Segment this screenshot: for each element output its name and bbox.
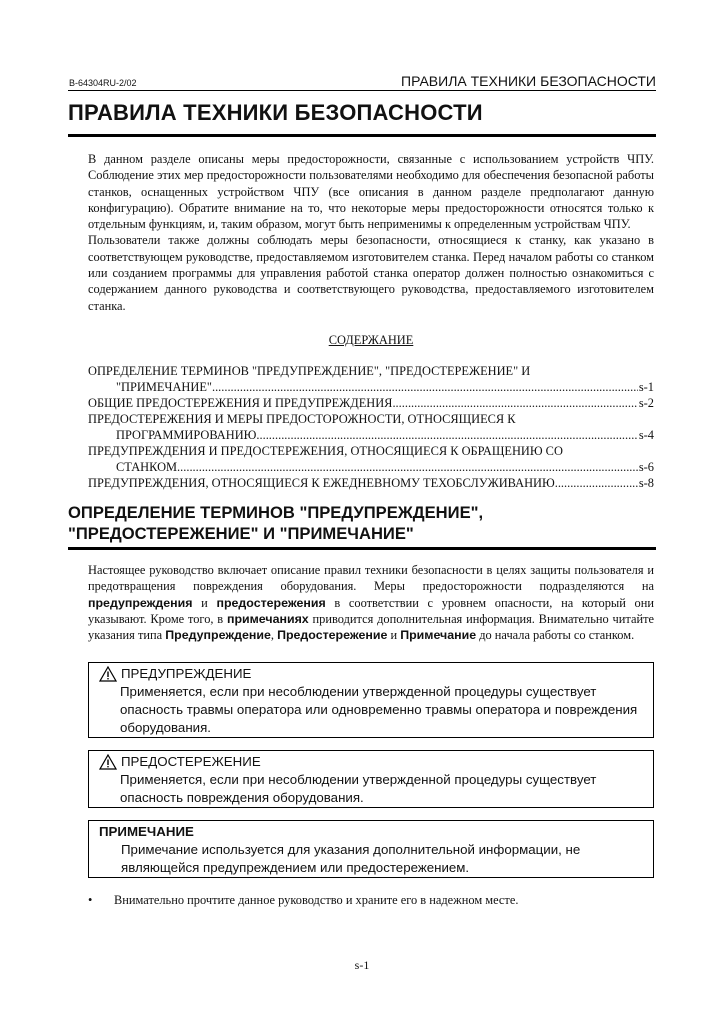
warning-box — [88, 662, 654, 738]
term-caution: предостережения — [216, 595, 326, 610]
table-of-contents — [88, 363, 654, 491]
section-paragraph: Настоящее руководство включает описание правил техники безопасности в целях защиты пользователя и предотвращения повреждения оборудования. Меры предосторожности подразделяются на предупреждения и предостережения в соответствии с уровнем опасности, на который они указывают. Кроме того, в примечаниях приводится дополнительная информация. Внимательно читайте указания типа Предупреждение, Предостережение и Примечание до начала работы со станком. — [88, 563, 655, 643]
warning-text: Применяется, если при несоблюдении утвержденной процедуры существует опасность травмы оператора или одновременно травмы оператора и повреждения оборудования. — [120, 684, 638, 735]
term-warning: предупреждения — [88, 595, 193, 610]
doc-code: B-64304RU-2/02 — [69, 78, 137, 88]
toc-page-number: s-4 — [638, 428, 654, 442]
toc-heading: СОДЕРЖАНИЕ — [328, 333, 414, 347]
toc-leader — [392, 395, 637, 411]
caution-title: ПРЕДОСТЕРЕЖЕНИЕ — [121, 754, 261, 769]
toc-entry-text: ПРЕДОСТЕРЕЖЕНИЯ И МЕРЫ ПРЕДОСТОРОЖНОСТИ, ОТНОСЯЩИЕСЯ К — [88, 412, 516, 426]
bullet-item — [88, 893, 518, 908]
toc-entry-5[interactable] — [88, 475, 654, 491]
toc-leader — [555, 475, 638, 491]
intro-paragraph-2: Пользователи также должны соблюдать меры безопасности, относящиеся к станку, как указано в соответствующем руководстве, предоставляемом изготовителем станка. Перед началом работы со станком или созданием программы для управления работой станка оператор должен полностью ознакомиться с содержанием данного руководства и соответствующего руководства, предоставляемого изготовителем станка. — [88, 233, 654, 313]
term-warning-2: Предупреждение — [165, 628, 271, 643]
note-text: Примечание используется для указания дополнительной информации, не являющейся предупреждением или предостережением. — [121, 842, 581, 875]
toc-page-number: s-6 — [638, 460, 654, 474]
title-rule — [68, 134, 656, 137]
caution-text: Применяется, если при несоблюдении утвержденной процедуры существует опасность повреждения оборудования. — [120, 772, 597, 805]
page-title: ПРАВИЛА ТЕХНИКИ БЕЗОПАСНОСТИ — [68, 100, 483, 125]
note-box — [88, 820, 654, 878]
toc-entry-text: ПРОГРАММИРОВАНИЮ — [116, 428, 257, 442]
bullet-symbol: • — [88, 893, 93, 907]
toc-entry-text: ОБЩИЕ ПРЕДОСТЕРЕЖЕНИЯ И ПРЕДУПРЕЖДЕНИЯ — [88, 396, 393, 410]
toc-entry-1[interactable] — [88, 363, 654, 395]
section-rule — [68, 547, 656, 550]
toc-page-number: s-8 — [638, 476, 654, 490]
toc-entry-2[interactable] — [88, 395, 654, 411]
intro-paragraph-1: В данном разделе описаны меры предосторожности, связанные с использованием устройств ЧПУ. Соблюдение этих мер предосторожности пользователями необходимо для обеспечения безопасной работы станков, оснащенных устройством ЧПУ (все описания в данном разделе предполагают данную конфигурацию). Обратите внимание на то, что некоторые меры предосторожности относятся только к отдельным функциям, и, таким образом, могут быть неприменимы к определенным устройствам ЧПУ. — [88, 152, 654, 232]
toc-entry-text: СТАНКОМ — [116, 460, 178, 474]
header-rule — [68, 90, 656, 91]
term-notes: примечаниях — [226, 611, 309, 626]
toc-entry-text: ОПРЕДЕЛЕНИЕ ТЕРМИНОВ "ПРЕДУПРЕЖДЕНИЕ", "ПРЕДОСТЕРЕЖЕНИЕ" И — [88, 364, 531, 378]
caution-box — [88, 750, 654, 808]
toc-entry-text: "ПРИМЕЧАНИЕ" — [116, 380, 212, 394]
intro-text — [88, 151, 654, 314]
term-note-2: Примечание — [400, 628, 477, 643]
term-caution-2: Предостережение — [277, 628, 388, 643]
page-number: s-1 — [354, 958, 370, 972]
toc-leader — [256, 427, 637, 443]
toc-entry-text: ПРЕДУПРЕЖДЕНИЯ И ПРЕДОСТЕРЕЖЕНИЯ, ОТНОСЯЩИЕСЯ К ОБРАЩЕНИЮ СО — [88, 444, 563, 458]
toc-page-number: s-1 — [638, 380, 654, 394]
section-heading — [68, 502, 483, 544]
bullet-text: Внимательно прочтите данное руководство и храните его в надежном месте. — [114, 893, 519, 907]
section-heading-line-1: ОПРЕДЕЛЕНИЕ ТЕРМИНОВ "ПРЕДУПРЕЖДЕНИЕ", — [68, 503, 484, 522]
warning-title: ПРЕДУПРЕЖДЕНИЕ — [121, 666, 252, 681]
toc-entry-4[interactable] — [88, 443, 654, 475]
caution-triangle-icon — [99, 754, 117, 770]
toc-leader — [177, 459, 638, 475]
warning-triangle-icon — [99, 666, 117, 682]
running-header-title: ПРАВИЛА ТЕХНИКИ БЕЗОПАСНОСТИ — [401, 73, 656, 89]
toc-leader — [212, 379, 638, 395]
toc-entry-text: ПРЕДУПРЕЖДЕНИЯ, ОТНОСЯЩИЕСЯ К ЕЖЕДНЕВНОМУ ТЕХОБСЛУЖИВАНИЮ — [88, 476, 555, 490]
note-title: ПРИМЕЧАНИЕ — [99, 824, 194, 839]
toc-entry-3[interactable] — [88, 411, 654, 443]
section-heading-line-2: "ПРЕДОСТЕРЕЖЕНИЕ" И "ПРИМЕЧАНИЕ" — [68, 524, 414, 543]
toc-page-number: s-2 — [638, 396, 654, 410]
